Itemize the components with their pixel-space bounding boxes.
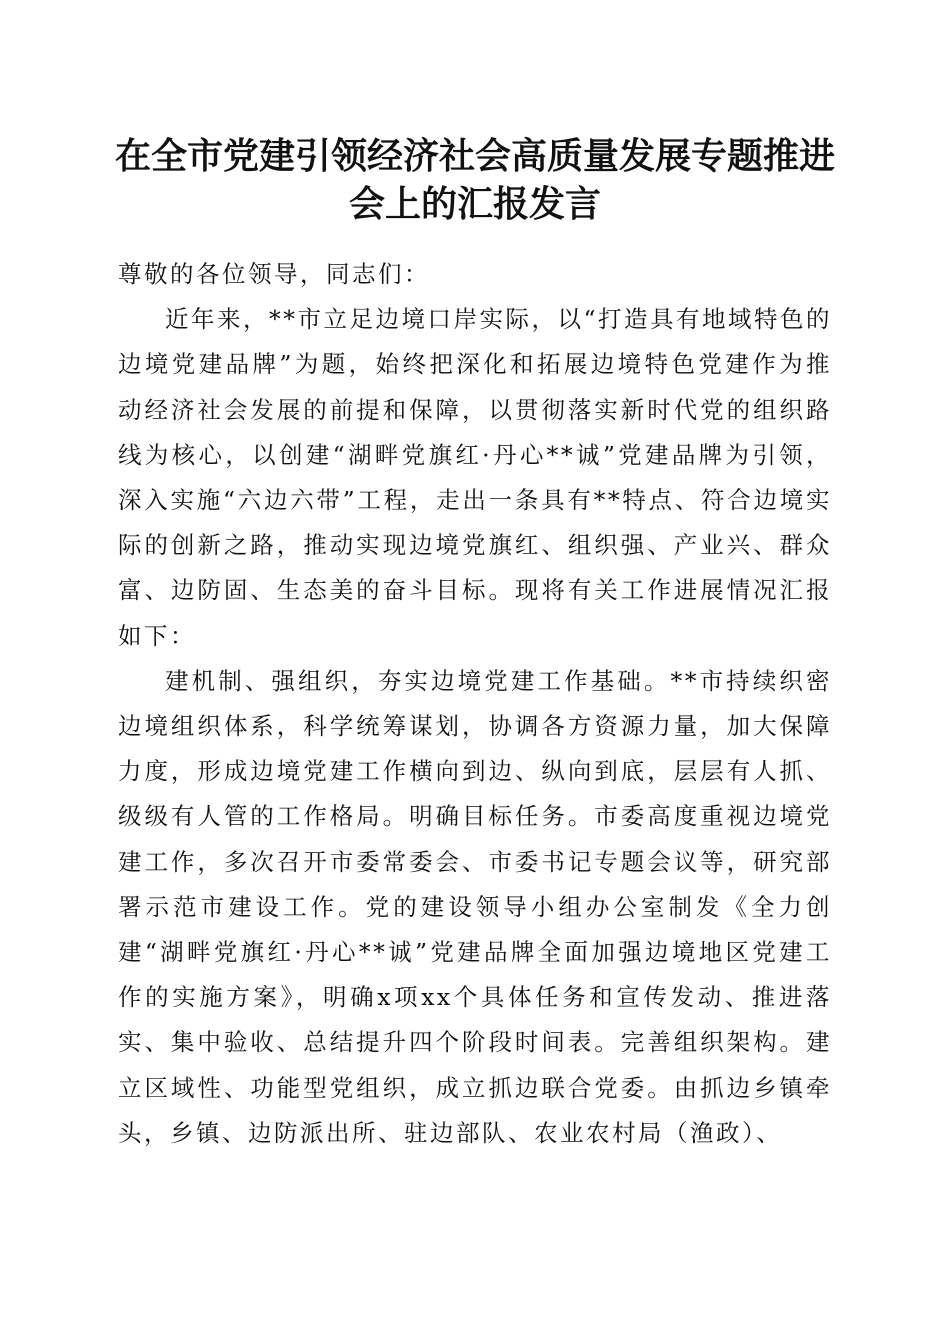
document-title [100,132,850,228]
title-line-1: 在全市党建引领经济社会高质量发展专题推进 [114,135,835,177]
salutation: 尊敬的各位领导，同志们： [118,260,430,288]
paragraph-mechanism: 建机制、强组织，夯实边境党建工作基础。**市持续织密边境组织体系，科学统筹谋划，协调各方资源力量，加大保障力度，形成边境党建工作横向到边、纵向到底，层层有人抓、级级有人管的工作格局。明确目标任务。市委高度重视边境党建工作，多次召开市委常委会、市委书记专题会议等，研究部署示范市建设工作。党的建设领导小组办公室制发《全力创建“湖畔党旗红·丹心**诚”党建品牌全面加强边境地区党建工作的实施方案》，明确x项xx个具体任务和宣传发动、推进落实、集中验收、总结提升四个阶段时间表。完善组织架构。建立区域性、功能型党组织，成立抓边联合党委。由抓边乡镇牵头，乡镇、边防派出所、驻边部队、农业农村局（渔政）、 [118,666,832,1147]
document-body [118,252,832,1156]
title-line-2: 会上的汇报发言 [348,183,601,225]
paragraph-intro: 近年来，**市立足边境口岸实际，以“打造具有地域特色的边境党建品牌”为题，始终把深化和拓展边境特色党建作为推动经济社会发展的前提和保障，以贯彻落实新时代党的组织路线为核心，以创建“湖畔党旗红·丹心**诚”党建品牌为引领，深入实施“六边六带”工程，走出一条具有**特点、符合边境实际的创新之路，推动实现边境党旗红、组织强、产业兴、群众富、边防固、生态美的奋斗目标。现将有关工作进展情况汇报如下： [118,305,833,650]
